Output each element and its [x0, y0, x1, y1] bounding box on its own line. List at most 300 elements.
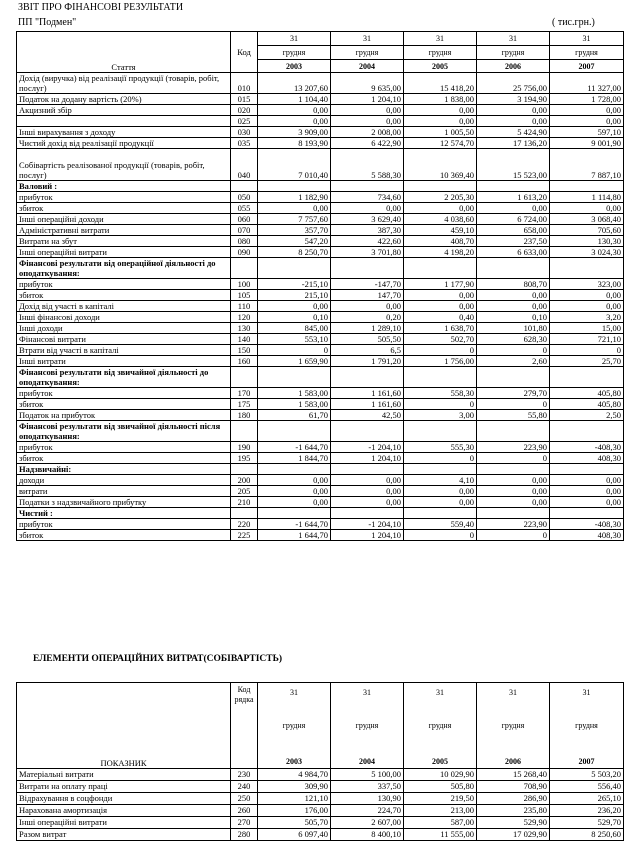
row-value: 15 418,20 [404, 73, 477, 94]
table-row [17, 805, 624, 817]
row-value: 8 250,70 [258, 247, 331, 258]
row-value: 4 984,70 [258, 769, 331, 781]
row-label: Фінансові витрати [17, 334, 231, 345]
row-value: 4 198,20 [404, 247, 477, 258]
row-value: 1 104,40 [258, 94, 331, 105]
row-label: Податок на додану вартість (20%) [17, 94, 231, 105]
indicator-header: ПОКАЗНИК [17, 683, 231, 769]
row-value [404, 421, 477, 442]
row-value: 0,00 [477, 475, 550, 486]
row-label: Податок на прибуток [17, 410, 231, 421]
row-label: Податки з надзвичайного прибутку [17, 497, 231, 508]
row-value: 15 268,40 [477, 769, 550, 781]
row-value: 1 204,10 [331, 94, 404, 105]
row-label: прибуток [17, 279, 231, 290]
row-value: 1 844,70 [258, 453, 331, 464]
row-value: 597,10 [550, 127, 624, 138]
row-label: Фінансові результати від звичайної діяльності до оподаткування: [17, 367, 231, 388]
row-label: Чистий : [17, 508, 231, 519]
row-value: 408,30 [550, 453, 624, 464]
row-value: 11 555,00 [404, 829, 477, 841]
table-row [17, 519, 624, 530]
year-2003: 2003 [258, 60, 331, 73]
row-value: 2,60 [477, 356, 550, 367]
row-value: 25,70 [550, 356, 624, 367]
row-value: 0,00 [550, 290, 624, 301]
row-value: 0 [477, 530, 550, 541]
row-value: 0,00 [331, 301, 404, 312]
code-header-2 [231, 683, 258, 769]
row-value: 587,00 [404, 817, 477, 829]
table-row [17, 149, 624, 181]
row-value: 0,00 [550, 497, 624, 508]
row-value: 502,70 [404, 334, 477, 345]
row-value: 1 659,90 [258, 356, 331, 367]
row-value: 4 038,60 [404, 214, 477, 225]
row-value: 3 701,80 [331, 247, 404, 258]
row-code: 230 [231, 769, 258, 781]
code-header-2-line1: Код [237, 685, 251, 694]
row-code: 220 [231, 519, 258, 530]
row-value: 1 005,50 [404, 127, 477, 138]
row-value: 1 638,70 [404, 323, 477, 334]
row-value: 7 757,60 [258, 214, 331, 225]
year-2006: 2006 [477, 60, 550, 73]
row-value: 6 633,00 [477, 247, 550, 258]
row-value: 279,70 [477, 388, 550, 399]
table-row [17, 225, 624, 236]
table-row [17, 73, 624, 94]
row-value [550, 181, 624, 192]
table-row [17, 367, 624, 388]
row-value [331, 367, 404, 388]
row-value: 628,30 [477, 334, 550, 345]
row-value: 505,80 [404, 781, 477, 793]
row-value: 213,00 [404, 805, 477, 817]
table-row [17, 301, 624, 312]
row-value: 17 136,20 [477, 138, 550, 149]
year-2005: 2005 [404, 60, 477, 73]
company-name: ПП "Подмен" [18, 17, 77, 28]
row-value: 130,90 [331, 793, 404, 805]
s2-year-month: грудня [575, 720, 598, 730]
table-row [17, 829, 624, 841]
row-code: 190 [231, 442, 258, 453]
row-value: 176,00 [258, 805, 331, 817]
row-value: 4,10 [404, 475, 477, 486]
row-value: 0,00 [404, 105, 477, 116]
row-label: Інші операційні витрати [17, 817, 231, 829]
row-value: 0,10 [477, 312, 550, 323]
table-row [17, 508, 624, 519]
row-value: 223,90 [477, 442, 550, 453]
row-value: 845,00 [258, 323, 331, 334]
s2-year-month: грудня [282, 720, 306, 730]
row-value [331, 181, 404, 192]
row-code [231, 508, 258, 519]
row-value: 0,10 [258, 312, 331, 323]
row-value [331, 508, 404, 519]
table-row [17, 530, 624, 541]
row-value: 3 629,40 [331, 214, 404, 225]
row-code: 260 [231, 805, 258, 817]
row-label: Інші вирахування з доходу [17, 127, 231, 138]
row-value: 6,5 [331, 345, 404, 356]
row-value: 0,00 [404, 486, 477, 497]
year-month-2005: грудня [404, 46, 477, 60]
table-row [17, 127, 624, 138]
row-code: 170 [231, 388, 258, 399]
row-value: -1 204,10 [331, 442, 404, 453]
row-code: 175 [231, 399, 258, 410]
row-value: 6 724,00 [477, 214, 550, 225]
row-value: 0 [404, 453, 477, 464]
row-label: прибуток [17, 388, 231, 399]
table-row [17, 486, 624, 497]
row-label: Нарахована амортизація [17, 805, 231, 817]
row-code: 090 [231, 247, 258, 258]
row-code: 210 [231, 497, 258, 508]
row-value: 1 728,00 [550, 94, 624, 105]
row-label: Інші фінансові доходи [17, 312, 231, 323]
year-month-2003: грудня [258, 46, 331, 60]
row-code: 160 [231, 356, 258, 367]
row-code: 040 [231, 149, 258, 181]
row-value: 0,00 [258, 301, 331, 312]
s2-year-2003 [258, 683, 331, 769]
row-value: 734,60 [331, 192, 404, 203]
table-row [17, 258, 624, 279]
row-label: Собівартість реалізованої продукції (товарів, робіт, послуг) [17, 149, 231, 181]
row-value [550, 508, 624, 519]
row-value: 17 029,90 [477, 829, 550, 841]
row-code: 050 [231, 192, 258, 203]
row-value: 0,00 [258, 497, 331, 508]
row-value: 1 204,10 [331, 453, 404, 464]
row-value [331, 258, 404, 279]
table-row [17, 497, 624, 508]
table-row [17, 345, 624, 356]
row-code: 225 [231, 530, 258, 541]
row-code: 105 [231, 290, 258, 301]
row-value: 8 250,60 [550, 829, 624, 841]
row-value: 223,90 [477, 519, 550, 530]
row-value: 558,30 [404, 388, 477, 399]
row-label: Витрати на збут [17, 236, 231, 247]
row-value: 0,00 [550, 116, 624, 127]
row-value: 357,70 [258, 225, 331, 236]
row-value: 10 029,90 [404, 769, 477, 781]
row-value: 0,00 [477, 290, 550, 301]
row-value: 0,00 [477, 203, 550, 214]
row-value: 1 756,00 [404, 356, 477, 367]
table-row [17, 334, 624, 345]
row-value: 1 161,60 [331, 388, 404, 399]
table-row [17, 356, 624, 367]
row-value: 2,50 [550, 410, 624, 421]
row-value: 0,00 [331, 475, 404, 486]
row-value [258, 508, 331, 519]
row-value: 0 [258, 345, 331, 356]
section-title: ЕЛЕМЕНТИ ОПЕРАЦІЙНИХ ВИТРАТ(СОБІВАРТІСТЬ) [33, 654, 283, 664]
row-value: -1 204,10 [331, 519, 404, 530]
row-value: 0 [404, 530, 477, 541]
s2-year-day: 31 [582, 687, 591, 697]
row-value: 1 613,20 [477, 192, 550, 203]
row-label: Акцизний збір [17, 105, 231, 116]
row-value: 1 182,90 [258, 192, 331, 203]
row-value: 6 097,40 [258, 829, 331, 841]
row-label [17, 116, 231, 127]
table-row [17, 410, 624, 421]
table-row [17, 769, 624, 781]
s2-year-value: 2007 [578, 756, 595, 766]
row-label: збиток [17, 290, 231, 301]
table-row [17, 105, 624, 116]
row-value: 553,10 [258, 334, 331, 345]
row-value: 658,00 [477, 225, 550, 236]
row-value: 0,00 [477, 116, 550, 127]
row-label: Дохід від участі в капіталі [17, 301, 231, 312]
unit-label: ( тис.грн.) [552, 17, 595, 28]
row-value: 721,10 [550, 334, 624, 345]
row-label: Інші операційні доходи [17, 214, 231, 225]
row-value: 224,70 [331, 805, 404, 817]
row-code [231, 421, 258, 442]
row-value: 0,00 [404, 497, 477, 508]
row-code [231, 258, 258, 279]
table-row [17, 181, 624, 192]
row-value: 55,80 [477, 410, 550, 421]
row-value: 219,50 [404, 793, 477, 805]
s2-year-day: 31 [436, 687, 444, 697]
row-code: 020 [231, 105, 258, 116]
row-code [231, 464, 258, 475]
row-value: 25 756,00 [477, 73, 550, 94]
s2-year-2006 [477, 683, 550, 769]
row-label: збиток [17, 530, 231, 541]
row-value: 265,10 [550, 793, 624, 805]
row-value: 405,80 [550, 388, 624, 399]
row-value: 0,00 [477, 486, 550, 497]
row-value: 0,00 [404, 203, 477, 214]
row-label: Витрати на оплату праці [17, 781, 231, 793]
s2-year-day: 31 [509, 687, 517, 697]
row-code: 195 [231, 453, 258, 464]
row-code: 030 [231, 127, 258, 138]
row-value: 405,80 [550, 399, 624, 410]
row-code [231, 367, 258, 388]
table-row [17, 388, 624, 399]
row-value: 3 194,90 [477, 94, 550, 105]
row-value: 529,70 [550, 817, 624, 829]
row-label: витрати [17, 486, 231, 497]
table-row [17, 475, 624, 486]
row-value: 505,50 [331, 334, 404, 345]
row-value [404, 258, 477, 279]
row-value: 387,30 [331, 225, 404, 236]
operating-costs-table [16, 682, 624, 841]
row-value: 1 289,10 [331, 323, 404, 334]
row-value: 7 010,40 [258, 149, 331, 181]
s2-year-value: 2006 [505, 756, 521, 766]
row-label: Валовий : [17, 181, 231, 192]
row-code: 180 [231, 410, 258, 421]
row-value: 15 523,00 [477, 149, 550, 181]
row-value: 547,20 [258, 236, 331, 247]
row-value: 237,50 [477, 236, 550, 247]
row-label: Фінансові результати від операційної діяльності до оподаткування: [17, 258, 231, 279]
row-value: 556,40 [550, 781, 624, 793]
row-value: 1 114,80 [550, 192, 624, 203]
row-value: 5 588,30 [331, 149, 404, 181]
row-value: 0,00 [477, 301, 550, 312]
row-value [404, 508, 477, 519]
row-label: прибуток [17, 519, 231, 530]
row-code: 280 [231, 829, 258, 841]
row-label: Матеріальні витрати [17, 769, 231, 781]
row-value: 0,40 [404, 312, 477, 323]
row-value: 1 791,20 [331, 356, 404, 367]
row-value [404, 464, 477, 475]
row-value [331, 464, 404, 475]
row-code: 270 [231, 817, 258, 829]
row-label: Інші доходи [17, 323, 231, 334]
row-label: Разом витрат [17, 829, 231, 841]
year-day-2005: 31 [404, 32, 477, 46]
row-value: -1 644,70 [258, 519, 331, 530]
row-value: 0 [404, 399, 477, 410]
row-value: 0,00 [258, 203, 331, 214]
row-value: 708,90 [477, 781, 550, 793]
row-value: 0,00 [258, 486, 331, 497]
table-row [17, 793, 624, 805]
table-row [17, 203, 624, 214]
row-value: 1 204,10 [331, 530, 404, 541]
row-value [331, 421, 404, 442]
row-value: 309,90 [258, 781, 331, 793]
row-value [477, 258, 550, 279]
row-label: збиток [17, 203, 231, 214]
row-value: 408,70 [404, 236, 477, 247]
row-value [477, 508, 550, 519]
row-value: 529,90 [477, 817, 550, 829]
s2-year-value: 2003 [286, 756, 302, 766]
row-value [550, 464, 624, 475]
s2-year-value: 2005 [432, 756, 448, 766]
row-value: 559,40 [404, 519, 477, 530]
table-row [17, 138, 624, 149]
row-value: 555,30 [404, 442, 477, 453]
row-value: 286,90 [477, 793, 550, 805]
table-row [17, 399, 624, 410]
row-value: 0,20 [331, 312, 404, 323]
row-value: 13 207,60 [258, 73, 331, 94]
row-code: 140 [231, 334, 258, 345]
row-value: 2 008,00 [331, 127, 404, 138]
row-value: 1 583,00 [258, 399, 331, 410]
row-value: 0,00 [331, 497, 404, 508]
row-value: 5 100,00 [331, 769, 404, 781]
row-value: 215,10 [258, 290, 331, 301]
year-day-2003: 31 [258, 32, 331, 46]
row-value: 3,20 [550, 312, 624, 323]
row-code [231, 181, 258, 192]
row-value: -408,30 [550, 519, 624, 530]
row-value: 0,00 [404, 301, 477, 312]
row-value [258, 258, 331, 279]
article-header: Стаття [17, 32, 231, 73]
row-code: 110 [231, 301, 258, 312]
row-code: 035 [231, 138, 258, 149]
row-value: 422,60 [331, 236, 404, 247]
row-code: 080 [231, 236, 258, 247]
table-row [17, 442, 624, 453]
row-value [477, 464, 550, 475]
row-value: 1 838,00 [404, 94, 477, 105]
row-value: 9 635,00 [331, 73, 404, 94]
row-value: 0,00 [550, 203, 624, 214]
row-value: 2 607,00 [331, 817, 404, 829]
code-header-2-line2: рядка [234, 695, 254, 704]
row-label: Дохід (виручка) від реалізації продукції (товарів, робіт, послуг) [17, 73, 231, 94]
s2-year-day: 31 [363, 687, 371, 697]
row-value: 0,00 [477, 497, 550, 508]
row-value: 3 909,00 [258, 127, 331, 138]
row-label: прибуток [17, 442, 231, 453]
row-value: 0,00 [331, 486, 404, 497]
table-row [17, 247, 624, 258]
s2-year-day: 31 [290, 687, 298, 697]
row-label: Інші операційні витрати [17, 247, 231, 258]
year-day-2006: 31 [477, 32, 550, 46]
row-value: 408,30 [550, 530, 624, 541]
s2-year-month: грудня [428, 720, 452, 730]
year-2007: 2007 [550, 60, 624, 73]
row-value [258, 367, 331, 388]
row-value: 0,00 [477, 105, 550, 116]
row-value: -215,10 [258, 279, 331, 290]
row-value: 337,50 [331, 781, 404, 793]
row-value: 0,00 [404, 290, 477, 301]
table-row [17, 236, 624, 247]
row-value: 0,00 [331, 105, 404, 116]
row-code: 055 [231, 203, 258, 214]
table-row [17, 214, 624, 225]
row-value: 130,30 [550, 236, 624, 247]
row-value: 0,00 [550, 105, 624, 116]
row-label: Чистий дохід від реалізації продукції [17, 138, 231, 149]
year-day-2007: 31 [550, 32, 624, 46]
row-label: Інші витрати [17, 356, 231, 367]
row-value: 323,00 [550, 279, 624, 290]
year-2004: 2004 [331, 60, 404, 73]
row-value: 1 583,00 [258, 388, 331, 399]
row-value [477, 421, 550, 442]
row-value: 101,80 [477, 323, 550, 334]
row-value [258, 181, 331, 192]
row-value: 9 001,90 [550, 138, 624, 149]
row-value: -1 644,70 [258, 442, 331, 453]
table-row [17, 464, 624, 475]
row-code: 015 [231, 94, 258, 105]
row-value [550, 421, 624, 442]
row-value: 3 024,30 [550, 247, 624, 258]
row-value: 3,00 [404, 410, 477, 421]
row-value: 0,00 [550, 475, 624, 486]
row-code: 205 [231, 486, 258, 497]
row-value: 8 400,10 [331, 829, 404, 841]
